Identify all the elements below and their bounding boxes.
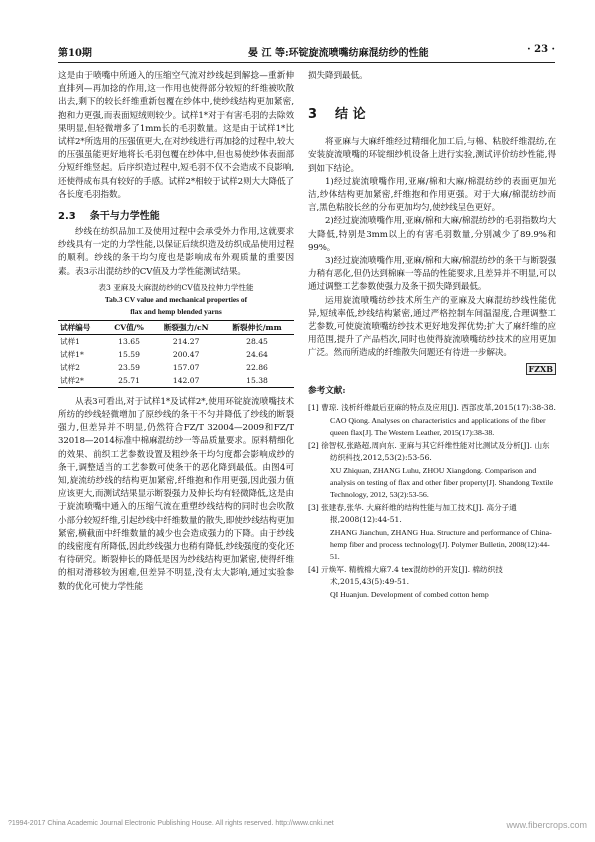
running-title: 晏 江 等:环锭旋流喷嘴纺麻混纺纱的性能 [248,48,429,59]
paragraph-mechanical-intro: 纱线在纺织品加工及使用过程中会承受外力作用,这就要求纱线具有一定的力学性能,以保证后续织造及纺织成品使用过程的顺利。纱线的条干均匀度也是影响成布外观质量的重要因素。表3示出混纺纱的CV值及力学性能测试结果。 [58,227,294,277]
section-title: 结 论 [335,107,366,123]
table-cell: 28.45 [246,336,268,346]
table-cell: 试样2* [58,374,106,388]
section-number: 2.3 [58,211,76,223]
table-cell: 157.07 [172,362,200,372]
references-heading: 参考文献: [308,385,346,396]
table-cell: 200.47 [172,349,200,359]
conclusion-summary: 运用旋流喷嘴纺纱技术所生产的亚麻及大麻混纺纱线性能优异,短绒率低,纱线结构紧密,通过严格控制车间温湿度,合理调整工艺参数,可使旋流喷嘴纺纱技术更好地发挥优势;扩大了麻纤维的应用范围,提升了产品档次,同时也使得旋流喷嘴纺纱技术的应用更加广泛。然而所造成的纤维散失问题还有待进一步解决。 [308,295,556,359]
page-number: · 23 · [527,44,555,55]
reference-en: ZHANG Jianchun, ZHANG Hua. Structure and performance of China-hemp fiber and process technology[J]. Polymer Bulletin, 2008(12):44-51. [330,527,552,561]
reference-en: XU Zhiquan, ZHANG Luhu, ZHOU Xiangdong. Comparison and analysis on testing of flax and other fiber property[J]. Shandong Textile Technology, 2012, 53(2):53-56. [330,465,553,499]
table-header-row [58,320,294,334]
table-cell: 214.27 [172,336,200,346]
table-caption-en-1: Tab.3 CV value and mechanical properties of [104,294,248,304]
conclusion-item-3: 3)经过旋流喷嘴作用,亚麻/棉和大麻/棉混纺纱的条干与断裂强力稍有恶化,但仍达到棉麻一等品的性能要求,且差异并不明显,可以通过调整工艺参数使强力及条干损失降到最低。 [308,256,556,293]
table-row [58,334,294,348]
section-3-heading [308,103,556,122]
reference-cn: [2] 徐智权,张路超,周向东. 亚麻与其它纤维性能对比测试及分析[J]. 山东纺织科技,2012,53(2):53-56. [308,440,550,462]
conclusion-item-2: 2)经过旋流喷嘴作用,亚麻/棉和大麻/棉混纺纱的毛羽指数均大大降低,特别是3mm以上的有害毛羽数量,分别减少了89.9%和99%。 [308,216,556,253]
table-cell: 试样1* [60,349,84,359]
reference-en: QI Huanjun. Development of combed cotton hemp [330,589,489,599]
table-cell: 13.65 [118,336,140,346]
paragraph-conclusion-intro: 将亚麻与大麻纤维经过精细化加工后,与棉、粘胶纤维混纺,在安装旋流喷嘴的环锭细纱机设备上进行实验,测试评价纺纱性能,得到如下结论。 [308,137,556,174]
table-row [58,374,294,388]
paragraph-continuation: 损失降到最低。 [308,71,368,81]
table-header: CV值/% [106,320,153,334]
journal-tag-label: FZXB [526,363,557,375]
right-column [308,70,556,602]
table-cell: 15.59 [118,349,140,359]
reference-cn: [4] 亓焕军. 精梳棉大麻7.4 tex混纺纱的开发[J]. 棉纺织技术,2015,43(5):49-51. [308,564,503,586]
watermark-url: www.fibercrops.com [506,820,587,830]
section-2-3-heading [58,207,294,222]
table-cell: 22.86 [246,362,268,372]
table-header: 断裂伸长/mm [220,320,294,334]
table-row [58,361,294,374]
table-cell: 试样2 [60,362,81,372]
paragraph-hairiness-analysis: 这是由于喷嘴中所通入的压缩空气流对纱线起到解捻—重新伸直排列—再加捻的作用,这一作用也使得部分较短的纤维被吹散出去,剩下的较长纤维重新包覆在纱体中,使纱线结构更加紧密,抱和力更强,而表面短绒则较少。试样1*对于有害毛羽的去除效果明显,但轻微增多了1mm长的毛羽数量。这是由于试样1*比试样2*所选用的压强值更大,在对纱线进行再加捻的过程中,较大的压强虽能更好地将长毛羽包覆在纱体中,但也易使纱体表面部分短纤维竖起。后序织造过程中,短毛羽不仅不会造成不良影响,还使得成布具有较好的手感。试样2*相较于试样2则大大降低了各长度毛羽指数。 [58,71,294,200]
page-footer [8,820,587,830]
conclusion-item-1: 1)经过旋流喷嘴作用,亚麻/棉和大麻/棉混纺纱的表面更加光洁,纱体结构更加紧密,纤维抱和作用更强。对于大麻/棉混纺纱而言,黑色粘胶长丝的分布更加均匀,使纱线呈色更好。 [308,176,556,214]
table-cell: 24.64 [246,349,268,359]
table-header: 试样编号 [58,320,106,334]
table-caption-en-2: flax and hemp blended yarns [130,306,222,316]
table-cell: 15.38 [220,374,294,388]
reference-cn: [3] 张建春,张华. 大麻纤维的结构性能与加工技术[J]. 高分子通报,2008(12):44-51. [308,502,517,524]
table-cell: 25.71 [106,374,153,388]
left-column [58,70,294,594]
header-rule [58,62,555,63]
reference-cn: [1] 曹琼. 浅析纤维最后亚麻的特点及应用[J]. 西部皮革,2015(17):38-38. [308,402,556,412]
table-row [58,348,294,361]
paragraph-table-discussion: 从表3可看出,对于试样1*及试样2*,使用环锭旋流喷嘴技术所纺的纱线轻微增加了原纱线的条干不匀并降低了纱线的断裂强力,但差异并不明显,仍然符合FZ/T 32004—2009和FZ/T 32018—2014标准中棉麻混纺纱一等品质量要求。原料精细化的效果、前织工艺参数设置及粗纱条干均匀度都会影响成纱的条干,调整适当的工艺参数可使条干的恶化降到最低。由图4可知,旋流纺纱线的结构更加紧密,纤维抱和作用更强,因此强力值应该更大,而测试结果显示断裂强力及伸长均有轻微降低,这是由于旋流喷嘴中通入的压缩气流在重塑纱线结构的同时也会吹散小部分较短纤维,引起纱线中纤维数量的散失,即使纱线结构更加紧密,横截面中纤维数量的减少也会造成强力的下降。由于纱线的线密度有所降低,因此纱线强力也稍有降低,纱线强度的变化还有待研究。断裂伸长的降低是因为纱线结构更加紧密,使得纤维的相对滑移较为困难,但差异不明显,没有太大影响,通过实验参数的优化可使力学性能 [58,396,294,592]
issue-number: 第10期 [58,48,92,59]
table-cell: 23.59 [118,362,140,372]
table-caption-cn: 表3 亚麻及大麻混纺纱的CV值及拉伸力学性能 [98,282,254,292]
copyright-line: ?1994-2017 China Academic Journal Electronic Publishing House. All rights reserved. http://www.cnki.net [8,820,334,827]
journal-tag [308,364,556,374]
table-cell: 142.07 [152,374,220,388]
section-title: 条干与力学性能 [89,211,160,223]
reference-en: CAO Qiong. Analyses on characteristics and applications of the fiber queen flax[J]. The Western Leather, 2015(17):38-38. [330,415,546,437]
section-number: 3 [308,107,318,123]
table-cell: 试样1 [60,336,81,346]
table-header: 断裂强力/cN [152,320,220,334]
running-header [58,44,555,62]
data-table [58,320,294,388]
